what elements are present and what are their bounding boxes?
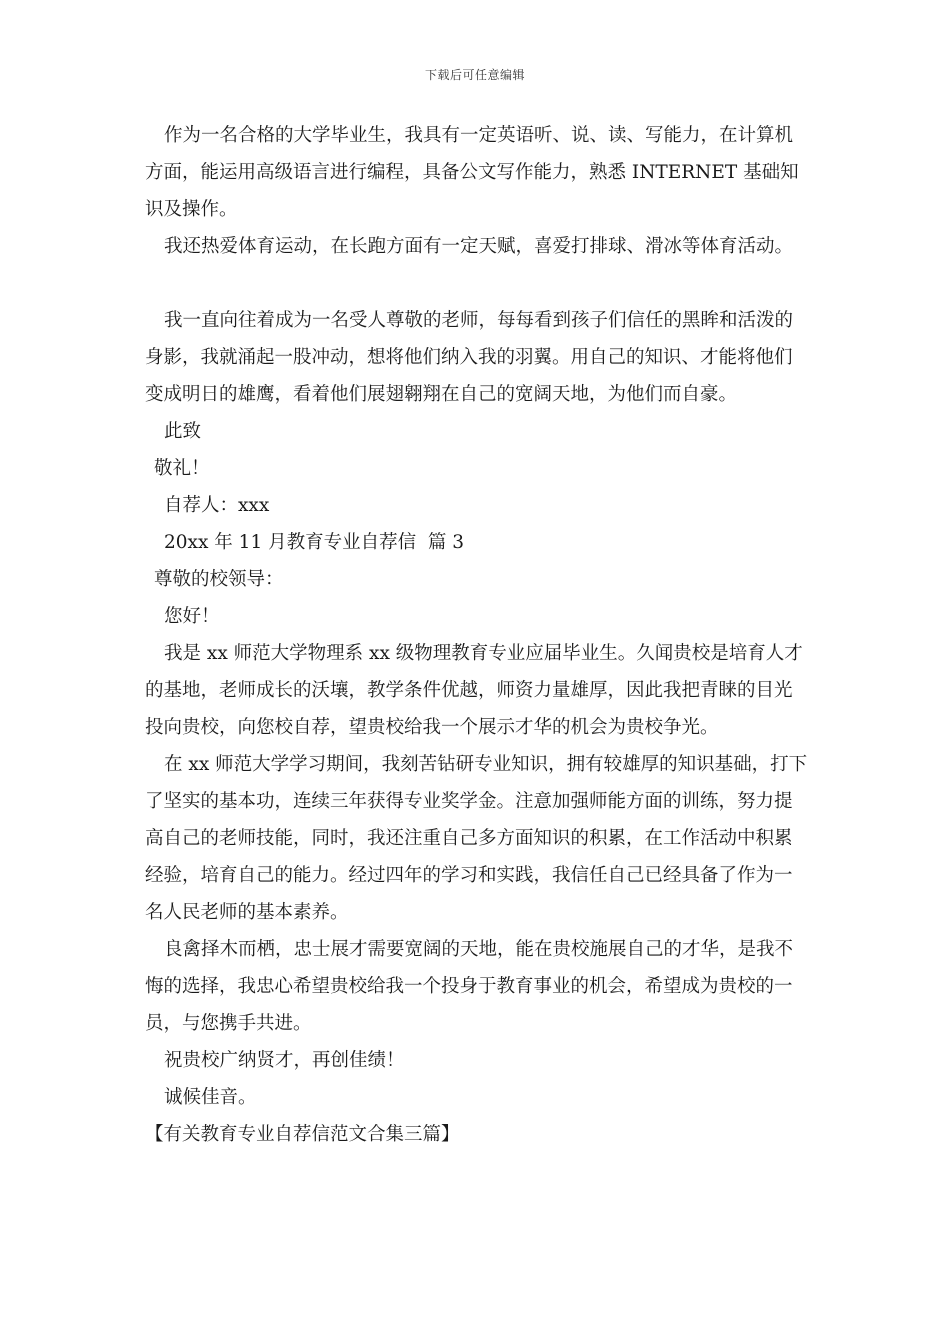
salutation: 尊敬的校领导：: [154, 569, 284, 590]
section-heading: 20xx 年 11 月教育专业自荐信 篇 3: [164, 532, 465, 553]
greeting: 您好！: [164, 606, 220, 627]
page-header: 下载后可任意编辑: [424, 68, 525, 82]
paragraph-skills: 作为一名合格的大学毕业生，我具有一定英语听、说、读、写能力，在计算机方面，能运用高级语言进行编程，具备公文写作能力，熟悉 INTERNET 基础知识及操作。: [145, 125, 799, 220]
paragraph-intro: 我是 xx 师范大学物理系 xx 级物理教育专业应届毕业生。久闻贵校是培育人才的基地，老师成长的沃壤，教学条件优越，师资力量雄厚，因此我把青睐的目光投向贵校，向您校自荐，望贵校给我一个展示才华的机会为贵校争光。: [145, 643, 803, 738]
collection-title: 【有关教育专业自荐信范文合集三篇】: [145, 1124, 460, 1145]
paragraph-spacer: [145, 265, 810, 302]
paragraph-aspiration: 我一直向往着成为一名受人尊敬的老师，每每看到孩子们信任的黑眸和活泼的身影，我就涌起一股冲动，想将他们纳入我的羽翼。用自己的知识、才能将他们变成明日的雄鹰，看着他们展翅翱翔在自己的宽阔天地，为他们而自豪。: [145, 310, 794, 405]
document-body: [145, 117, 810, 1153]
paragraph-study: 在 xx 师范大学学习期间，我刻苦钻研专业知识，拥有较雄厚的知识基础，打下了坚实的基本功，连续三年获得专业奖学金。注意加强师能方面的训练，努力提高自己的老师技能，同时，我还注重自己多方面知识的积累，在工作活动中积累经验，培育自己的能力。经过四年的学习和实践，我信任自己已经具备了作为一名人民老师的基本素养。: [145, 754, 808, 923]
closing-zhizhi: 此致: [164, 421, 202, 442]
paragraph-await: 诚候佳音。: [164, 1087, 257, 1108]
paragraph-sports: 我还热爱体育运动，在长跑方面有一定天赋，喜爱打排球、滑冰等体育活动。: [164, 236, 794, 257]
signature-line: 自荐人：xxx: [164, 495, 270, 516]
paragraph-wish: 祝贵校广纳贤才，再创佳绩！: [164, 1050, 405, 1071]
closing-salute: 敬礼！: [154, 458, 210, 479]
paragraph-choice: 良禽择木而栖，忠士展才需要宽阔的天地，能在贵校施展自己的才华，是我不悔的选择，我忠心希望贵校给我一个投身于教育事业的机会，希望成为贵校的一员，与您携手共进。: [145, 939, 794, 1034]
